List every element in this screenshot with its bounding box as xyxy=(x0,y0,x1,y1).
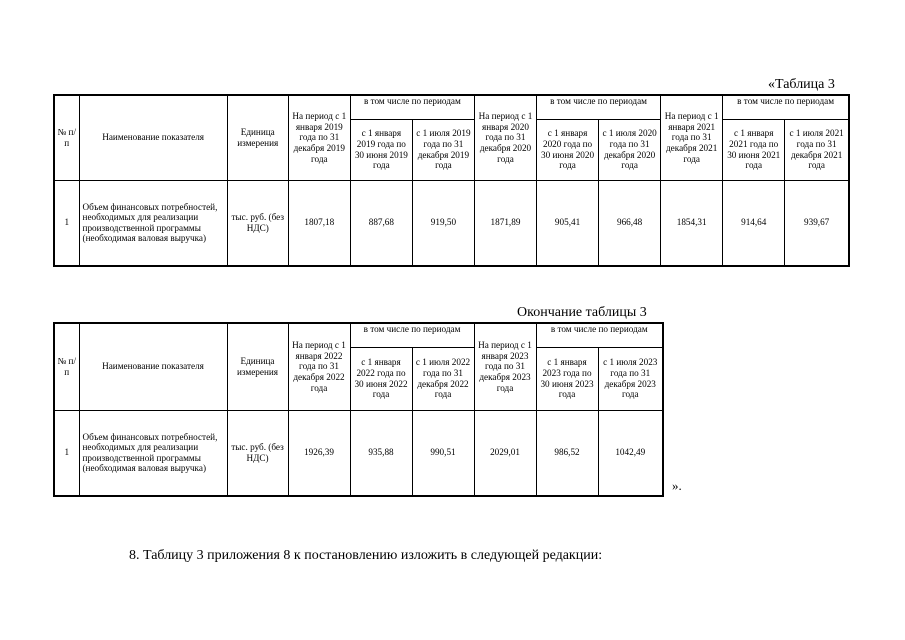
row-name: Объем финансовых потребностей, необходимых для реализации производственной программы (необходимая валовая выручка) xyxy=(79,180,227,266)
paragraph-8: 8. Таблицу 3 приложения 8 к постановлению изложить в следующей редакции: xyxy=(129,548,603,563)
value-2022-h1: 935,88 xyxy=(350,410,412,496)
row-num: 1 xyxy=(54,180,79,266)
row-unit: тыс. руб. (без НДС) xyxy=(227,180,288,266)
value-2019-h2: 919,50 xyxy=(412,180,474,266)
header-h2-2022: с 1 июля 2022 года по 31 декабря 2022 года xyxy=(412,347,474,410)
header-h1-2022: с 1 января 2022 года по 30 июня 2022 года xyxy=(350,347,412,410)
header-num: № п/п xyxy=(54,323,79,410)
header-h1-2023: с 1 января 2023 года по 30 июня 2023 года xyxy=(536,347,598,410)
header-h1-2019: с 1 января 2019 года по 30 июня 2019 года xyxy=(350,119,412,180)
header-group-2019: в том числе по периодам xyxy=(350,95,474,119)
header-period-2019: На период с 1 января 2019 года по 31 декабря 2019 года xyxy=(288,95,350,180)
value-2022-h2: 990,51 xyxy=(412,410,474,496)
value-2020: 1871,89 xyxy=(474,180,536,266)
header-group-2023: в том числе по периодам xyxy=(536,323,663,347)
value-2021-h1: 914,64 xyxy=(723,180,785,266)
closing-quote: ». xyxy=(672,478,682,493)
row-num: 1 xyxy=(54,410,79,496)
header-group-2022: в том числе по периодам xyxy=(350,323,474,347)
value-2020-h1: 905,41 xyxy=(537,180,599,266)
value-2023: 2029,01 xyxy=(474,410,536,496)
table-row xyxy=(54,180,849,266)
table-3-caption: «Таблица 3 xyxy=(768,77,835,92)
value-2023-h2: 1042,49 xyxy=(598,410,663,496)
header-h1-2020: с 1 января 2020 года по 30 июня 2020 года xyxy=(537,119,599,180)
value-2021: 1854,31 xyxy=(661,180,723,266)
header-h2-2021: с 1 июля 2021 года по 31 декабря 2021 года xyxy=(785,119,849,180)
header-name: Наименование показателя xyxy=(79,95,227,180)
row-name: Объем финансовых потребностей, необходимых для реализации производственной программы (необходимая валовая выручка) xyxy=(79,410,227,496)
table-3-part-2 xyxy=(53,322,664,497)
header-period-2023: На период с 1 января 2023 года по 31 декабря 2023 года xyxy=(474,323,536,410)
row-unit: тыс. руб. (без НДС) xyxy=(227,410,288,496)
value-2021-h2: 939,67 xyxy=(785,180,849,266)
value-2020-h2: 966,48 xyxy=(599,180,661,266)
header-name: Наименование показателя xyxy=(79,323,227,410)
value-2022: 1926,39 xyxy=(288,410,350,496)
value-2023-h1: 986,52 xyxy=(536,410,598,496)
header-h2-2020: с 1 июля 2020 года по 31 декабря 2020 года xyxy=(599,119,661,180)
header-h2-2019: с 1 июля 2019 года по 31 декабря 2019 года xyxy=(412,119,474,180)
value-2019: 1807,18 xyxy=(288,180,350,266)
header-group-2021: в том числе по периодам xyxy=(723,95,849,119)
header-h1-2021: с 1 января 2021 года по 30 июня 2021 года xyxy=(723,119,785,180)
header-period-2021: На период с 1 января 2021 года по 31 декабря 2021 года xyxy=(661,95,723,180)
value-2019-h1: 887,68 xyxy=(350,180,412,266)
table-row xyxy=(54,410,663,496)
header-period-2022: На период с 1 января 2022 года по 31 декабря 2022 года xyxy=(288,323,350,410)
header-h2-2023: с 1 июля 2023 года по 31 декабря 2023 года xyxy=(598,347,663,410)
table-3-end-caption: Окончание таблицы 3 xyxy=(517,305,647,320)
header-unit: Единица измерения xyxy=(227,323,288,410)
header-group-2020: в том числе по периодам xyxy=(537,95,661,119)
header-num: № п/п xyxy=(54,95,79,180)
table-3-part-1 xyxy=(53,94,850,267)
header-period-2020: На период с 1 января 2020 года по 31 декабря 2020 года xyxy=(474,95,536,180)
header-unit: Единица измерения xyxy=(227,95,288,180)
